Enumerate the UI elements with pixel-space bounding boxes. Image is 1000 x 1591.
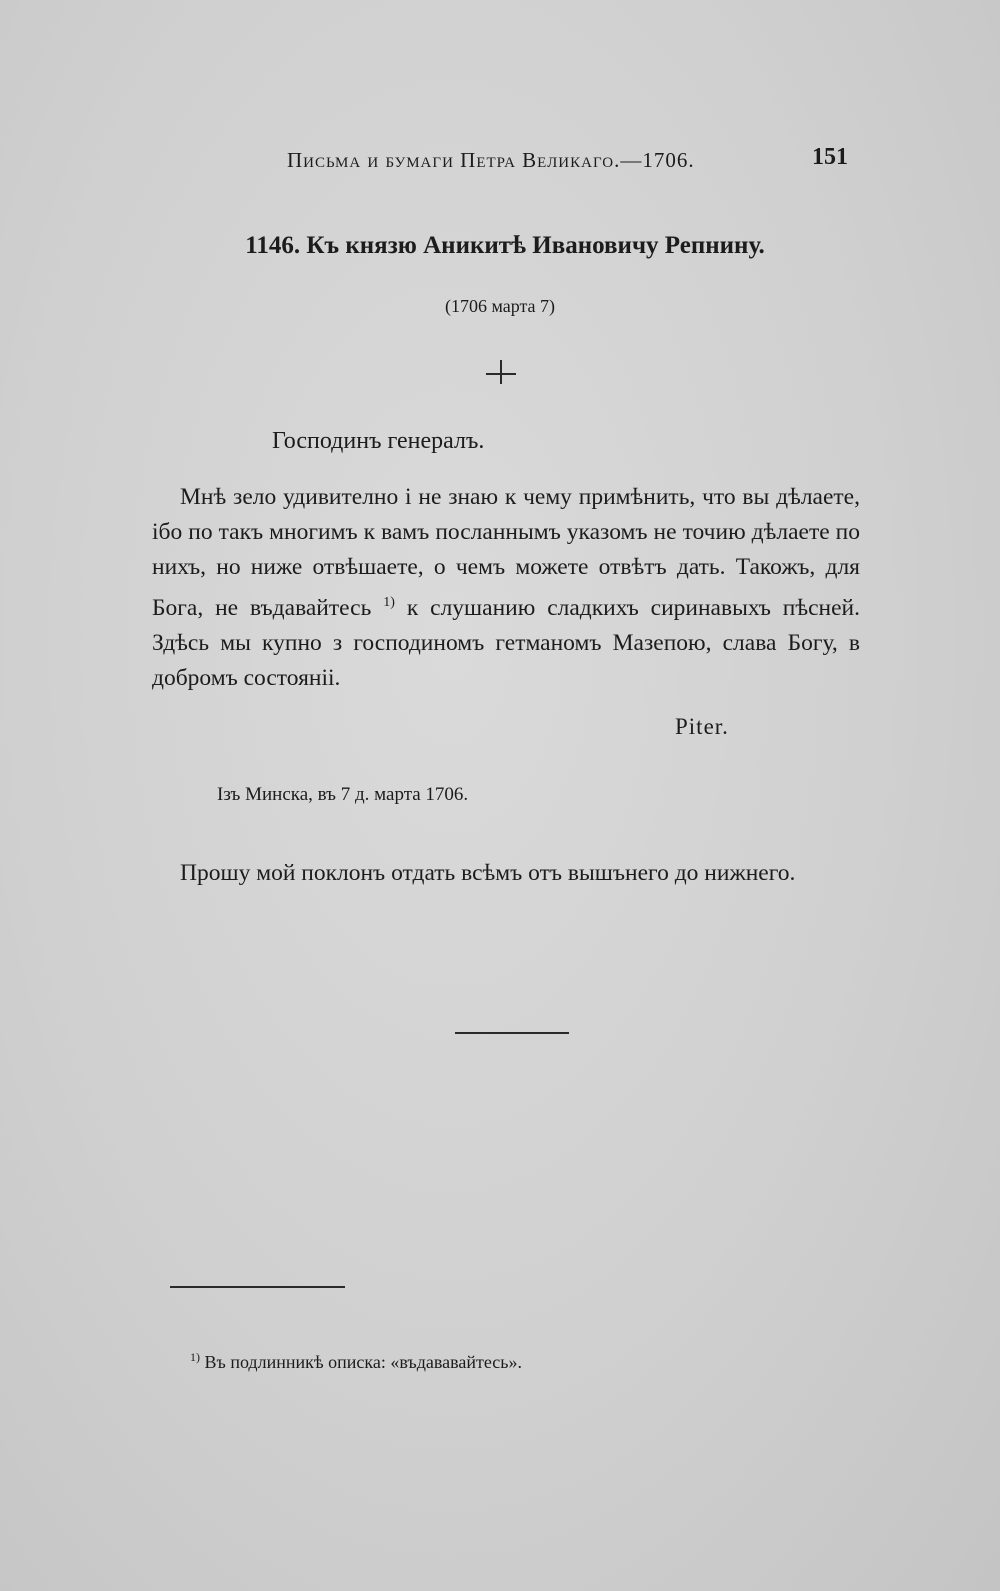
footnote-marker: 1)	[190, 1350, 200, 1364]
salutation: Господинъ генералъ.	[272, 428, 485, 454]
page-number: 151	[812, 144, 848, 170]
footnote	[190, 1350, 522, 1373]
signature: Piter.	[675, 714, 729, 739]
running-head: Письма и бумаги Петра Великаго.—1706.	[287, 148, 695, 172]
letter-title: 1146. Къ князю Аникитѣ Ивановичу Репнину.	[245, 232, 765, 259]
section-divider	[455, 1032, 569, 1034]
footnote-reference: 1)	[383, 595, 395, 610]
letter-body-part2: к слушанию сладкихъ сиринавыхъ пѣсней. Здѣсь мы купно з господиномъ гетманомъ Мазепою, слава Богу, в добромъ состоянiі.	[152, 594, 861, 691]
place-date: Iзъ Минска, въ 7 д. марта 1706.	[217, 784, 469, 805]
footnote-divider	[170, 1286, 345, 1288]
footnote-text: Въ подлинникѣ описка: «въдававайтесь».	[204, 1352, 522, 1372]
letter-body-part1: Мнѣ зело удивително і не знаю к чему примѣнить, что вы дѣлаете, ібо по такъ многимъ к вамъ посланнымъ указомъ не точию дѣлаете по нихъ, но ниже отвѣшаете, о чемъ можете отвѣтъ дать. Такожъ, для Бога, не въдавайтесь	[152, 484, 860, 621]
letter-date: (1706 марта 7)	[444, 296, 556, 316]
letter-body	[152, 480, 860, 696]
cross-icon	[486, 360, 516, 390]
postscript: Прошу мой поклонъ отдать всѣмъ отъ вышънего до нижнего.	[180, 860, 796, 886]
